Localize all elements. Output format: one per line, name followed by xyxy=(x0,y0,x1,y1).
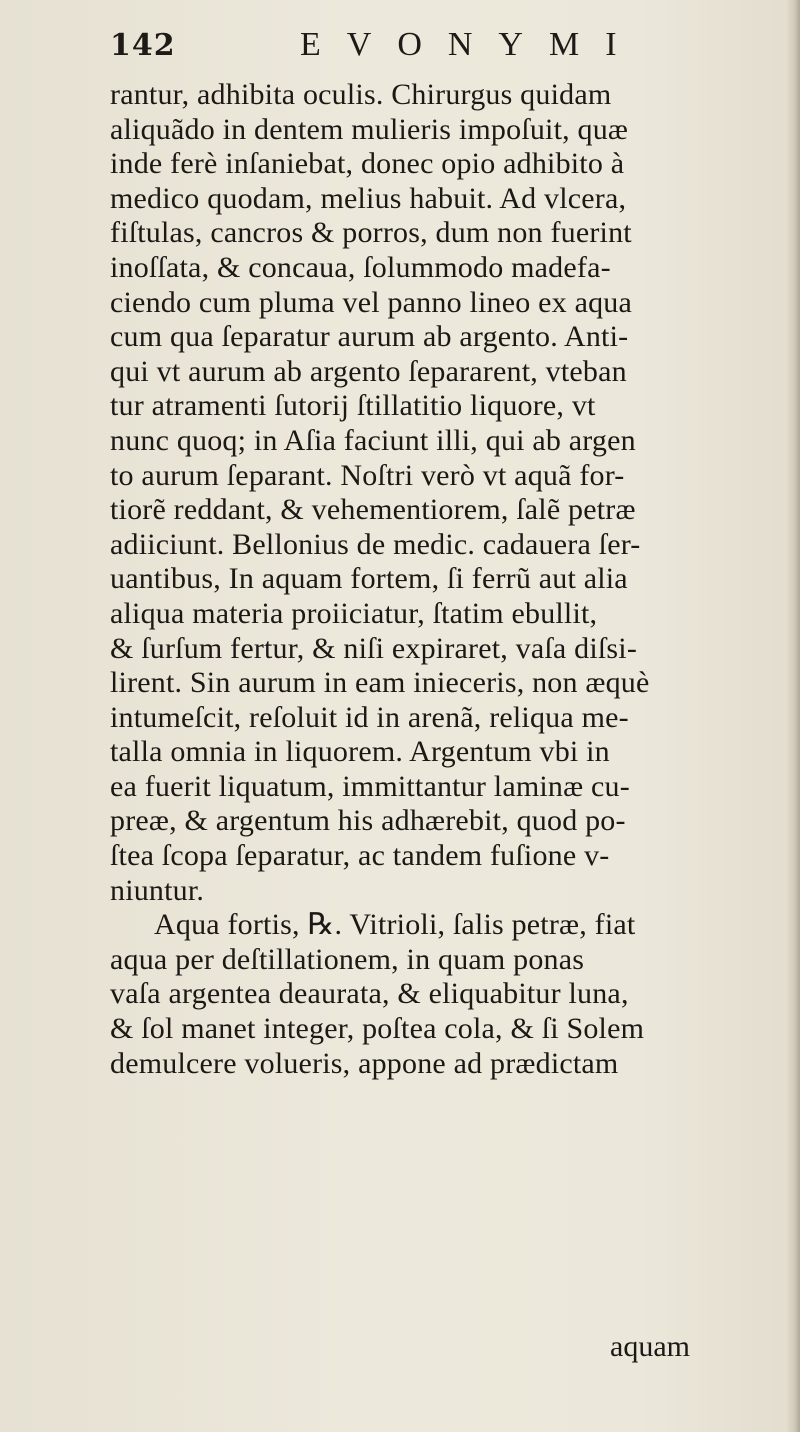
text-line: & ſurſum fertur, & niſi expiraret, vaſa diſsi- xyxy=(110,631,638,665)
text-line: fiſtulas, cancros & porros, dum non fuerint xyxy=(110,216,632,250)
text-line: vaſa argentea deaurata, & eliquabitur luna, xyxy=(110,977,629,1011)
text-line: ciendo cum pluma vel panno lineo ex aqua xyxy=(110,285,632,319)
text-line: aliquãdo in dentem mulieris impoſuit, quæ xyxy=(110,112,629,146)
text-line: preæ, & argentum his adhærebit, quod po- xyxy=(110,804,626,838)
catchword: aquam xyxy=(610,1330,690,1363)
running-head: EVONYMI xyxy=(300,26,643,63)
text-line: niuntur. xyxy=(110,873,205,907)
text-line: aqua per deſtillationem, in quam ponas xyxy=(110,942,585,976)
text-line: & ſol manet integer, poſtea cola, & ſi Solem xyxy=(110,1012,645,1046)
paragraph-start-line: Aqua fortis, ℞. Vitrioli, ſalis petræ, fiat xyxy=(154,908,636,942)
text-line: rantur, adhibita oculis. Chirurgus quidam xyxy=(110,78,612,111)
text-line: talla omnia in liquorem. Argentum vbi in xyxy=(110,735,610,769)
text-line: ea fuerit liquatum, immittantur laminæ cu- xyxy=(110,769,630,803)
text-line: aliqua materia proiiciatur, ſtatim ebullit, xyxy=(110,596,598,630)
page-number: 142 xyxy=(110,28,176,63)
text-line: inoſſata, & concaua, ſolummodo madefa- xyxy=(110,250,611,284)
text-line: demulcere volueris, appone ad prædictam xyxy=(110,1046,619,1080)
page-header xyxy=(110,22,710,82)
text-line: inde ferè inſaniebat, donec opio adhibito à xyxy=(110,147,625,181)
text-line: tur atramenti ſutorij ſtillatitio liquore, vt xyxy=(110,389,596,423)
text-line: intumeſcit, reſoluit id in arenã, reliqua me- xyxy=(110,700,629,734)
text-line: nunc quoq; in Aſia faciunt illi, qui ab argen xyxy=(110,423,636,457)
text-line: medico quodam, melius habuit. Ad vlcera, xyxy=(110,181,627,215)
text-line: tiorẽ reddant, & vehementiorem, ſalẽ petræ xyxy=(110,493,636,527)
text-line: qui vt aurum ab argento ſepararent, vteban xyxy=(110,354,627,388)
text-line: to aurum ſeparant. Noſtri verò vt aquã for- xyxy=(110,458,625,492)
page-edge-shadow xyxy=(786,0,800,1432)
text-line: uantibus, In aquam fortem, ſi ferrũ aut alia xyxy=(110,562,628,596)
text-line: ſtea ſcopa ſeparatur, ac tandem fuſione v- xyxy=(110,839,610,873)
body-text xyxy=(110,78,710,1081)
text-line: lirent. Sin aurum in eam inieceris, non æquè xyxy=(110,666,650,700)
text-line: adiiciunt. Bellonius de medic. cadauera ſer- xyxy=(110,527,641,561)
text-line: cum qua ſeparatur aurum ab argento. Anti- xyxy=(110,320,629,354)
